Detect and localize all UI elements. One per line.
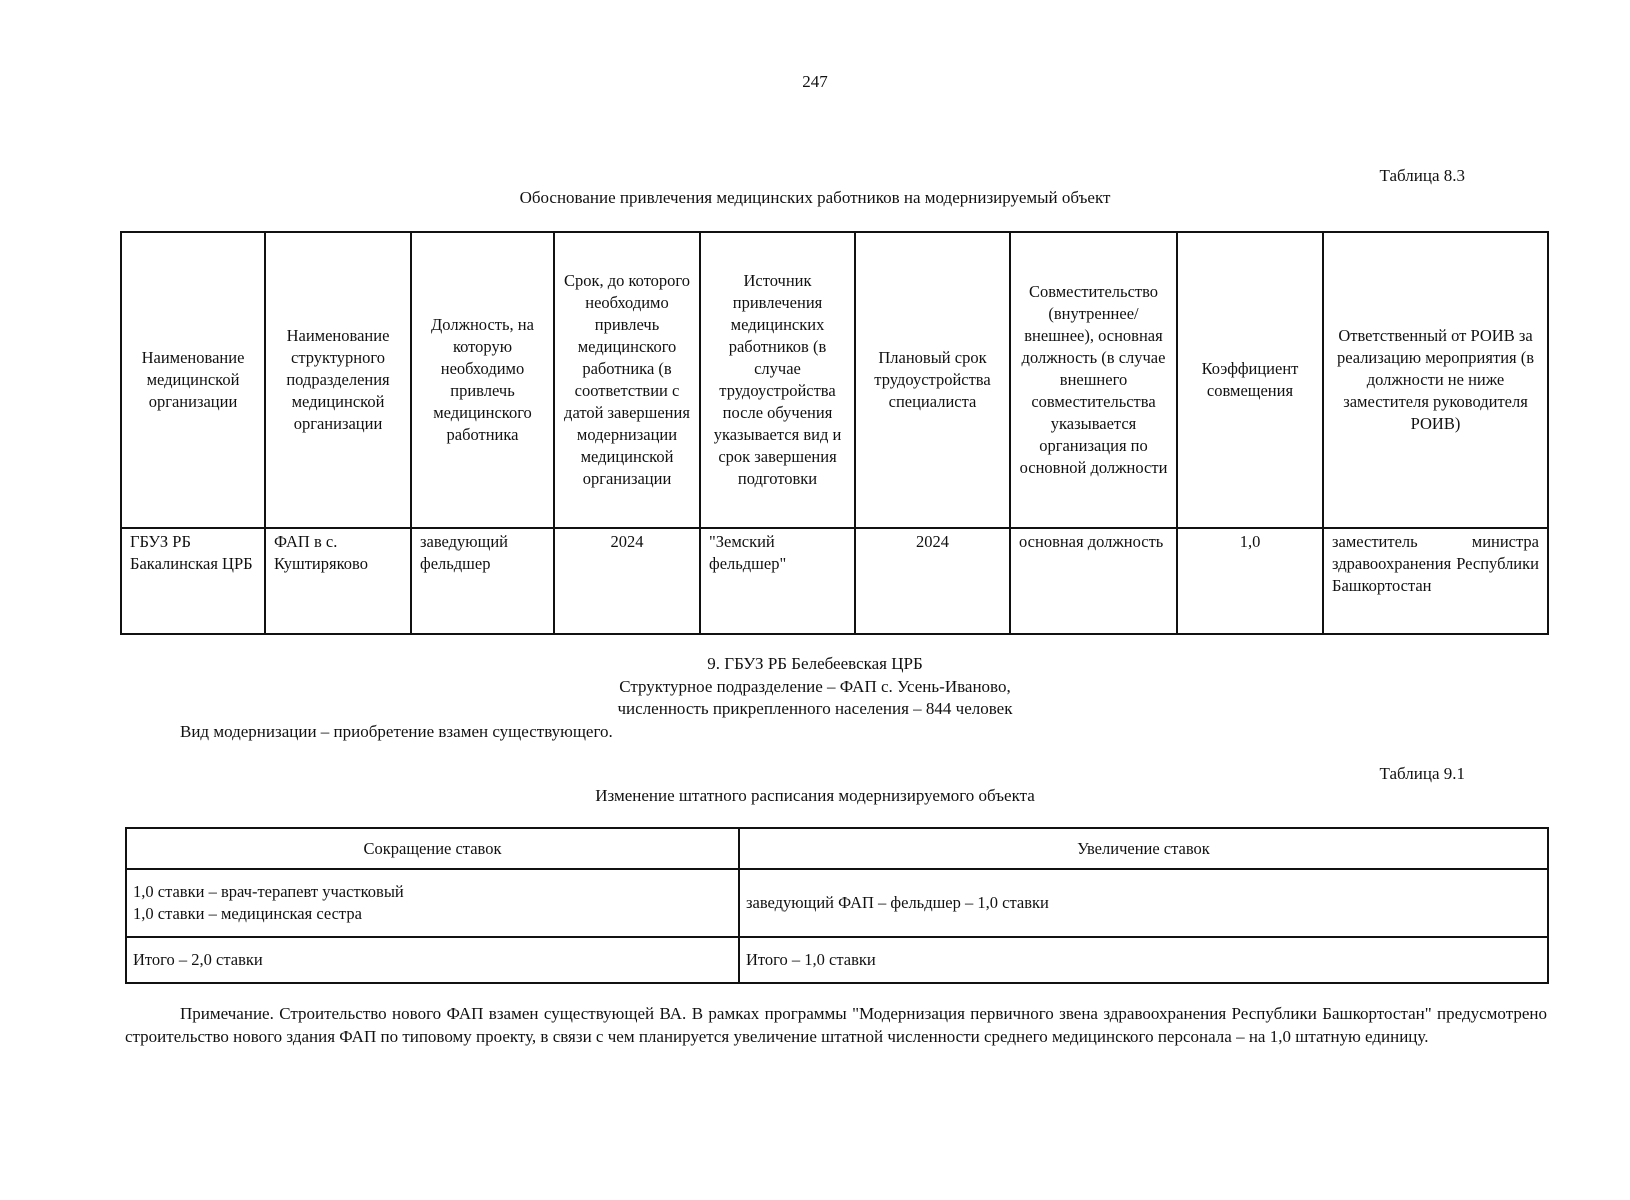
section-9-title: 9. ГБУЗ РБ Белебеевская ЦРБ (707, 654, 923, 673)
table-cell: "Земский фельдшер" (700, 528, 855, 634)
list-item: 1,0 ставки – врач-терапевт участковый (133, 882, 404, 901)
section-9-heading (0, 653, 1630, 721)
header-cell: Сокращение ставок (126, 828, 739, 869)
table-cell: основная должность (1010, 528, 1177, 634)
table-cell (739, 869, 1548, 937)
table-cell (126, 869, 739, 937)
header-cell: Должность, на которую необходимо привлечь медицинского работника (411, 232, 554, 528)
table-cell: Итого – 1,0 ставки (739, 937, 1548, 983)
table-row (121, 528, 1548, 634)
modernization-type: Вид модернизации – приобретение взамен существующего. (180, 722, 613, 741)
list-item: заведующий ФАП – фельдшер – 1,0 ставки (746, 893, 1049, 912)
table-8-3-caption: Обоснование привлечения медицинских работников на модернизируемый объект (519, 188, 1111, 207)
table-row (126, 937, 1548, 983)
page-number: 247 (802, 72, 828, 91)
table-8-3-label: Таблица 8.3 (1379, 166, 1465, 185)
header-cell: Совместительство (внутреннее/ внешнее), основная должность (в случае внешнего совместительства указывается организация по основной должности (1010, 232, 1177, 528)
table-cell: Итого – 2,0 ставки (126, 937, 739, 983)
table-9-1 (125, 827, 1549, 984)
header-cell: Источник привлечения медицинских работников (в случае трудоустройства после обучения указывается вид и срок завершения подготовки (700, 232, 855, 528)
header-cell: Плановый срок трудоустройства специалиста (855, 232, 1010, 528)
table-cell: ГБУЗ РБ Бакалинская ЦРБ (121, 528, 265, 634)
table-cell: ФАП в с. Куштиряково (265, 528, 411, 634)
header-cell: Ответственный от РОИВ за реализацию мероприятия (в должности не ниже заместителя руководителя РОИВ) (1323, 232, 1548, 528)
header-cell: Коэффициент совмещения (1177, 232, 1323, 528)
note-paragraph: Примечание. Строительство нового ФАП взамен существующей ВА. В рамках программы "Модернизация первичного звена здравоохранения Республики Башкортостан" предусмотрено строительство нового здания ФАП по типовому проекту, в связи с чем планируется увеличение штатной численности среднего медицинского персонала – на 1,0 штатную единицу. (125, 1004, 1547, 1046)
table-row (126, 869, 1548, 937)
table-8-3 (120, 231, 1549, 635)
list-item: 1,0 ставки – медицинская сестра (133, 904, 362, 923)
table-cell: 2024 (855, 528, 1010, 634)
section-9-subdivision: Структурное подразделение – ФАП с. Усень-Иваново, (619, 676, 1011, 696)
table-cell: заведующий фельдшер (411, 528, 554, 634)
header-cell: Наименование медицинской организации (121, 232, 265, 528)
header-cell: Срок, до которого необходимо привлечь медицинского работника (в соответствии с датой завершения модернизации медицинской организации (554, 232, 700, 528)
table-9-1-label: Таблица 9.1 (1379, 764, 1465, 783)
section-9-population: численность прикрепленного населения – 844 человек (617, 699, 1013, 718)
table-cell: 1,0 (1177, 528, 1323, 634)
header-cell: Наименование структурного подразделения медицинской организации (265, 232, 411, 528)
table-9-1-caption: Изменение штатного расписания модернизируемого объекта (595, 786, 1035, 805)
table-cell: 2024 (554, 528, 700, 634)
header-cell: Увеличение ставок (739, 828, 1548, 869)
table-cell: заместитель министра здравоохранения Республики Башкортостан (1323, 528, 1548, 634)
table-8-3-header-row (121, 232, 1548, 528)
table-9-1-header-row (126, 828, 1548, 869)
